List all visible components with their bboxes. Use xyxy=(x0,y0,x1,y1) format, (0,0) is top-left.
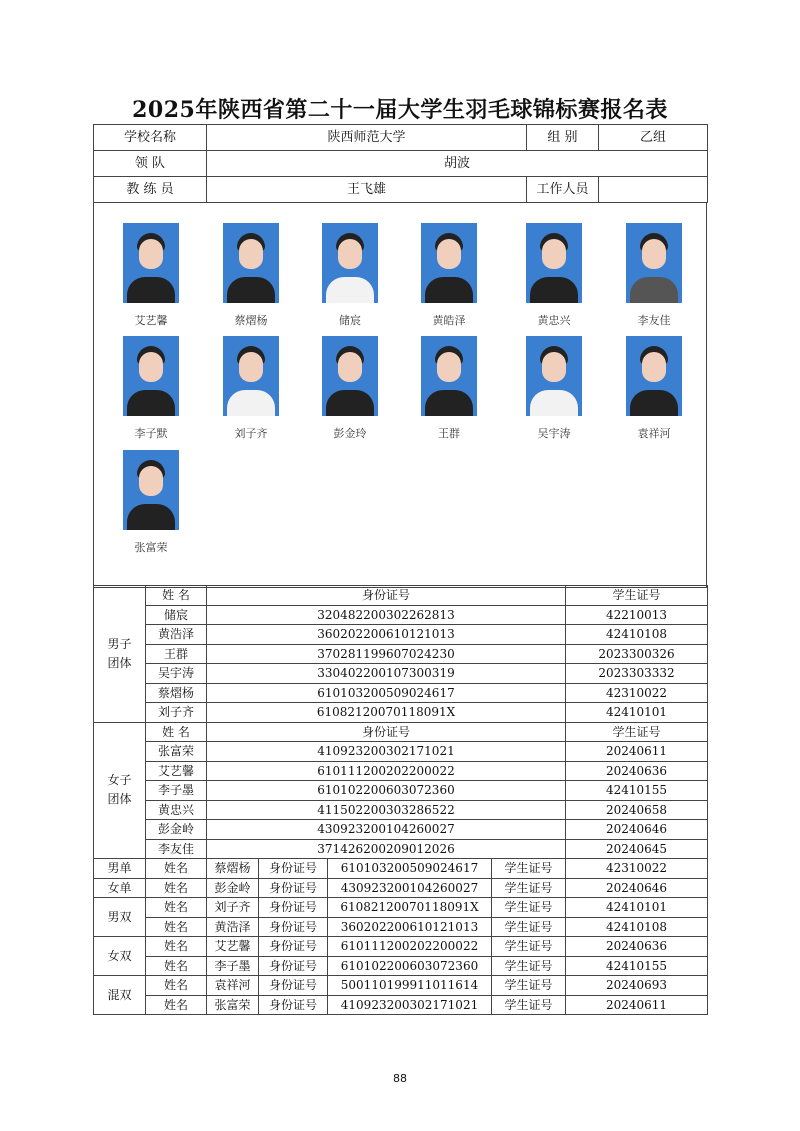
player-name-cell: 艾艺馨 xyxy=(146,761,207,781)
student-id-cell: 42410101 xyxy=(566,898,708,918)
portrait-body-shape xyxy=(326,277,374,303)
event-row xyxy=(94,937,708,957)
student-id-cell: 42410101 xyxy=(566,703,708,723)
id-number-cell: 610103200509024617 xyxy=(328,859,492,879)
id-label: 身份证号 xyxy=(259,956,328,976)
player-card xyxy=(414,223,484,328)
player-card xyxy=(619,223,689,328)
student-id-cell: 42410155 xyxy=(566,781,708,801)
id-number-cell: 360202200610121013 xyxy=(328,917,492,937)
id-label: 身份证号 xyxy=(259,917,328,937)
player-card xyxy=(619,336,689,441)
player-photo-name: 张富荣 xyxy=(134,541,168,554)
player-name-cell: 蔡熠杨 xyxy=(146,683,207,703)
id-label: 身份证号 xyxy=(259,937,328,957)
table-row xyxy=(94,683,708,703)
id-label: 身份证号 xyxy=(259,995,328,1015)
table-row xyxy=(94,800,708,820)
id-number-cell: 61082120070118091X xyxy=(207,703,566,723)
id-number-cell: 610102200603072360 xyxy=(328,956,492,976)
table-row xyxy=(94,761,708,781)
student-id-cell: 20240636 xyxy=(566,937,708,957)
leader-label: 领 队 xyxy=(94,151,207,177)
name-label: 姓名 xyxy=(146,898,207,918)
player-photo xyxy=(223,223,279,303)
name-label: 姓名 xyxy=(146,878,207,898)
student-id-cell: 42310022 xyxy=(566,859,708,879)
name-label: 姓名 xyxy=(146,956,207,976)
event-row xyxy=(94,976,708,996)
event-label: 男双 xyxy=(94,898,146,937)
player-photo-name: 彭金玲 xyxy=(333,427,367,440)
coach-row xyxy=(94,177,708,203)
portrait-face-shape xyxy=(642,239,666,269)
player-card xyxy=(315,223,385,328)
portrait-body-shape xyxy=(227,390,275,416)
student-id-label: 学生证号 xyxy=(492,956,566,976)
roster-table xyxy=(93,585,708,1015)
page-number: 88 xyxy=(393,1072,407,1085)
event-row xyxy=(94,898,708,918)
portrait-face-shape xyxy=(437,239,461,269)
name-label: 姓名 xyxy=(146,937,207,957)
player-name-cell: 李子墨 xyxy=(207,956,259,976)
event-label: 女双 xyxy=(94,937,146,976)
id-number-cell: 360202200610121013 xyxy=(207,625,566,645)
event-label: 女单 xyxy=(94,878,146,898)
portrait-body-shape xyxy=(227,277,275,303)
portrait-face-shape xyxy=(642,352,666,382)
id-number-cell: 610111200202200022 xyxy=(207,761,566,781)
portrait-face-shape xyxy=(239,352,263,382)
event-row xyxy=(94,859,708,879)
player-photo xyxy=(322,336,378,416)
portrait-body-shape xyxy=(425,390,473,416)
id-number-cell: 411502200303286522 xyxy=(207,800,566,820)
team-label: 女子 团体 xyxy=(94,722,146,859)
student-id-column-header: 学生证号 xyxy=(566,722,708,742)
coach-value: 王飞雄 xyxy=(207,177,527,203)
table-row xyxy=(94,664,708,684)
portrait-body-shape xyxy=(630,277,678,303)
player-card xyxy=(116,450,186,555)
student-id-label: 学生证号 xyxy=(492,995,566,1015)
student-id-cell: 42410108 xyxy=(566,917,708,937)
player-photo xyxy=(626,223,682,303)
form-title: 2025年陕西省第二十一届大学生羽毛球锦标赛报名表 xyxy=(132,97,668,123)
school-value: 陕西师范大学 xyxy=(207,125,527,151)
player-name-cell: 张富荣 xyxy=(146,742,207,762)
event-row xyxy=(94,917,708,937)
group-label: 组 别 xyxy=(527,125,599,151)
student-id-cell: 2023300326 xyxy=(566,644,708,664)
id-label: 身份证号 xyxy=(259,898,328,918)
player-photo xyxy=(421,336,477,416)
portrait-body-shape xyxy=(326,390,374,416)
student-id-cell: 20240658 xyxy=(566,800,708,820)
student-id-label: 学生证号 xyxy=(492,878,566,898)
student-id-label: 学生证号 xyxy=(492,898,566,918)
player-name-cell: 李子墨 xyxy=(146,781,207,801)
id-number-cell: 610103200509024617 xyxy=(207,683,566,703)
player-photo-name: 黄皓泽 xyxy=(432,314,466,327)
portrait-face-shape xyxy=(542,352,566,382)
player-photo-name: 蔡熠杨 xyxy=(234,314,268,327)
portrait-face-shape xyxy=(139,352,163,382)
student-id-cell: 20240646 xyxy=(566,820,708,840)
player-card xyxy=(216,336,286,441)
player-photo-name: 艾艺馨 xyxy=(134,314,168,327)
event-row xyxy=(94,956,708,976)
portrait-body-shape xyxy=(127,504,175,530)
portrait-face-shape xyxy=(239,239,263,269)
leader-row xyxy=(94,151,708,177)
id-number-cell: 410923200302171021 xyxy=(328,995,492,1015)
player-name-cell: 黄浩泽 xyxy=(207,917,259,937)
player-photo xyxy=(526,336,582,416)
player-name-cell: 彭金岭 xyxy=(207,878,259,898)
student-id-label: 学生证号 xyxy=(492,917,566,937)
player-card xyxy=(414,336,484,441)
portrait-body-shape xyxy=(630,390,678,416)
event-label: 混双 xyxy=(94,976,146,1015)
id-number-cell: 370281199607024230 xyxy=(207,644,566,664)
player-name-cell: 刘子齐 xyxy=(146,703,207,723)
id-number-cell: 371426200209012026 xyxy=(207,839,566,859)
player-card xyxy=(116,223,186,328)
id-label: 身份证号 xyxy=(259,976,328,996)
player-photo xyxy=(626,336,682,416)
id-number-cell: 500110199911011614 xyxy=(328,976,492,996)
student-id-cell: 20240636 xyxy=(566,761,708,781)
player-photo-name: 吴宇涛 xyxy=(537,427,571,440)
player-photo-gallery xyxy=(93,202,707,588)
student-id-cell: 42210013 xyxy=(566,605,708,625)
team-header-row xyxy=(94,586,708,606)
player-photo-name: 刘子齐 xyxy=(234,427,268,440)
table-row xyxy=(94,742,708,762)
id-column-header: 身份证号 xyxy=(207,586,566,606)
event-row xyxy=(94,995,708,1015)
player-photo xyxy=(123,336,179,416)
player-photo xyxy=(223,336,279,416)
player-name-cell: 王群 xyxy=(146,644,207,664)
player-photo xyxy=(123,223,179,303)
id-number-cell: 610102200603072360 xyxy=(207,781,566,801)
staff-label: 工作人员 xyxy=(527,177,599,203)
student-id-cell: 20240693 xyxy=(566,976,708,996)
player-photo xyxy=(123,450,179,530)
event-row xyxy=(94,878,708,898)
player-photo-name: 袁祥河 xyxy=(637,427,671,440)
portrait-body-shape xyxy=(530,390,578,416)
name-column-header: 姓 名 xyxy=(146,722,207,742)
id-number-cell: 610111200202200022 xyxy=(328,937,492,957)
portrait-body-shape xyxy=(425,277,473,303)
table-row xyxy=(94,820,708,840)
id-column-header: 身份证号 xyxy=(207,722,566,742)
student-id-column-header: 学生证号 xyxy=(566,586,708,606)
player-photo xyxy=(526,223,582,303)
player-name-cell: 储宸 xyxy=(146,605,207,625)
player-name-cell: 黄忠兴 xyxy=(146,800,207,820)
id-number-cell: 320482200302262813 xyxy=(207,605,566,625)
student-id-cell: 20240611 xyxy=(566,995,708,1015)
table-row xyxy=(94,644,708,664)
player-name-cell: 袁祥河 xyxy=(207,976,259,996)
portrait-face-shape xyxy=(437,352,461,382)
name-column-header: 姓 名 xyxy=(146,586,207,606)
player-name-cell: 刘子齐 xyxy=(207,898,259,918)
player-name-cell: 艾艺馨 xyxy=(207,937,259,957)
player-card xyxy=(519,223,589,328)
id-number-cell: 410923200302171021 xyxy=(207,742,566,762)
table-row xyxy=(94,605,708,625)
student-id-label: 学生证号 xyxy=(492,976,566,996)
portrait-face-shape xyxy=(338,352,362,382)
player-name-cell: 张富荣 xyxy=(207,995,259,1015)
player-card xyxy=(116,336,186,441)
name-label: 姓名 xyxy=(146,859,207,879)
player-card xyxy=(315,336,385,441)
student-id-cell: 42410155 xyxy=(566,956,708,976)
table-row xyxy=(94,703,708,723)
name-label: 姓名 xyxy=(146,995,207,1015)
player-photo-name: 李友佳 xyxy=(637,314,671,327)
student-id-cell: 42310022 xyxy=(566,683,708,703)
player-photo-name: 储宸 xyxy=(339,314,361,327)
player-photo-name: 王群 xyxy=(438,427,460,440)
team-header-row xyxy=(94,722,708,742)
portrait-face-shape xyxy=(338,239,362,269)
student-id-cell: 20240645 xyxy=(566,839,708,859)
player-name-cell: 李友佳 xyxy=(146,839,207,859)
portrait-face-shape xyxy=(139,466,163,496)
portrait-body-shape xyxy=(127,390,175,416)
student-id-cell: 20240646 xyxy=(566,878,708,898)
student-id-cell: 42410108 xyxy=(566,625,708,645)
portrait-face-shape xyxy=(542,239,566,269)
portrait-face-shape xyxy=(139,239,163,269)
player-name-cell: 彭金岭 xyxy=(146,820,207,840)
event-label: 男单 xyxy=(94,859,146,879)
player-photo-name: 李子默 xyxy=(134,427,168,440)
group-value: 乙组 xyxy=(599,125,708,151)
team-label: 男子 团体 xyxy=(94,586,146,723)
name-label: 姓名 xyxy=(146,976,207,996)
table-row xyxy=(94,781,708,801)
header-table xyxy=(93,124,708,203)
player-photo-name: 黄忠兴 xyxy=(537,314,571,327)
name-label: 姓名 xyxy=(146,917,207,937)
portrait-body-shape xyxy=(530,277,578,303)
school-row xyxy=(94,125,708,151)
student-id-label: 学生证号 xyxy=(492,859,566,879)
id-number-cell: 330402200107300319 xyxy=(207,664,566,684)
id-number-cell: 61082120070118091X xyxy=(328,898,492,918)
portrait-body-shape xyxy=(127,277,175,303)
leader-value: 胡波 xyxy=(207,151,708,177)
player-photo xyxy=(322,223,378,303)
school-label: 学校名称 xyxy=(94,125,207,151)
player-name-cell: 吴宇涛 xyxy=(146,664,207,684)
student-id-cell: 2023303332 xyxy=(566,664,708,684)
player-name-cell: 黄浩泽 xyxy=(146,625,207,645)
id-number-cell: 430923200104260027 xyxy=(207,820,566,840)
staff-value xyxy=(599,177,708,203)
id-label: 身份证号 xyxy=(259,859,328,879)
id-label: 身份证号 xyxy=(259,878,328,898)
table-row xyxy=(94,839,708,859)
id-number-cell: 430923200104260027 xyxy=(328,878,492,898)
student-id-label: 学生证号 xyxy=(492,937,566,957)
player-card xyxy=(519,336,589,441)
player-photo xyxy=(421,223,477,303)
player-name-cell: 蔡熠杨 xyxy=(207,859,259,879)
player-card xyxy=(216,223,286,328)
table-row xyxy=(94,625,708,645)
student-id-cell: 20240611 xyxy=(566,742,708,762)
coach-label: 教 练 员 xyxy=(94,177,207,203)
